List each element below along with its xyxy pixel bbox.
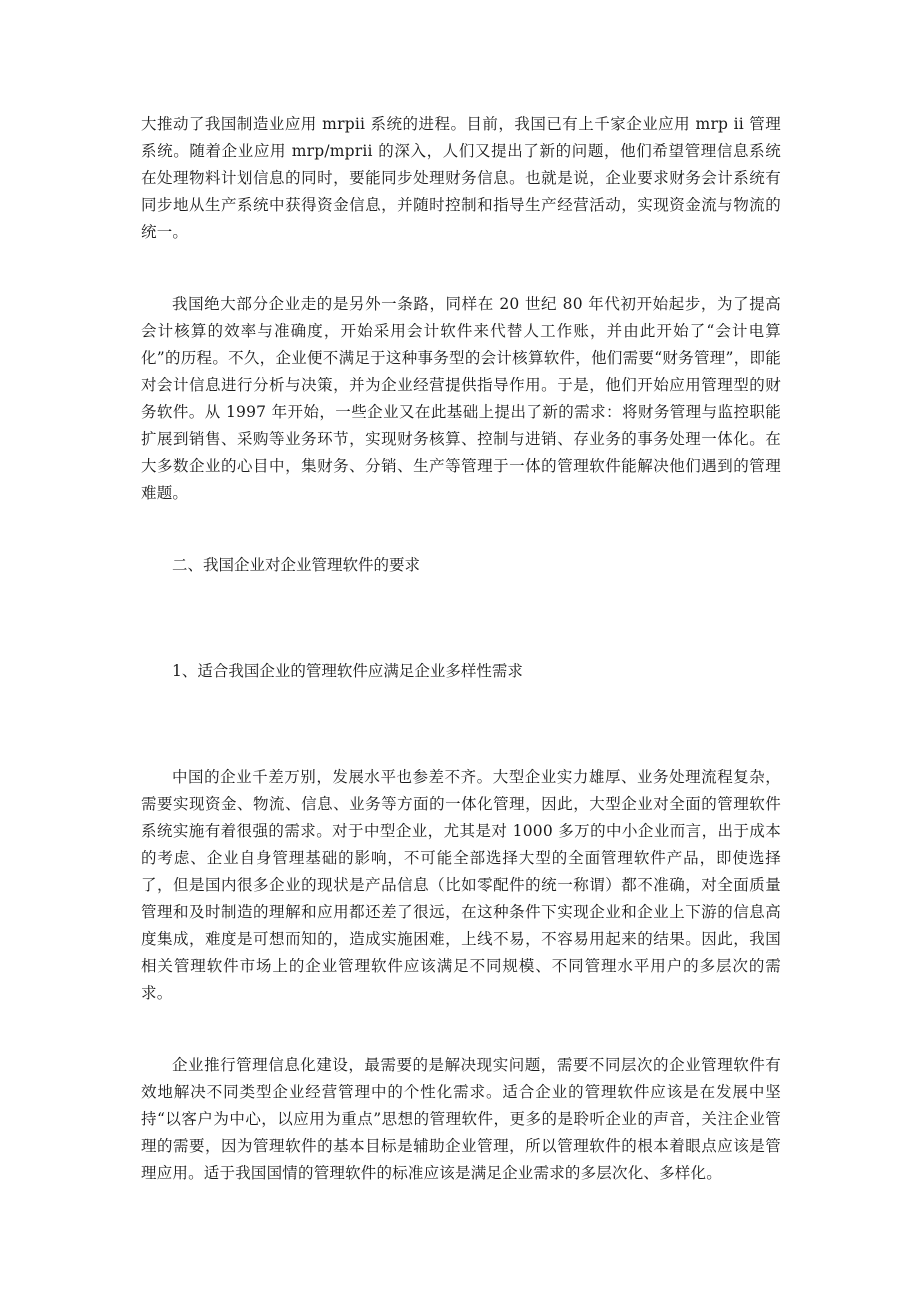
paragraph-management-informatization: 企业推行管理信息化建设，最需要的是解决现实问题，需要不同层次的企业管理软件有效地解决不同类型企业经营管理中的个性化需求。适合企业的管理软件应该是在发展中坚持“以客户为中心，以应用为重点”思想的管理软件，更多的是聆听企业的声音，关注企业管理的需要，因为管理软件的基本目标是辅助企业管理，所以管理软件的根本着眼点应该是管理应用。适于我国国情的管理软件的标准应该是满足企业需求的多层次化、多样化。 bbox=[141, 1056, 781, 1182]
paragraph-enterprise-diversity: 中国的企业千差万别，发展水平也参差不齐。大型企业实力雄厚、业务处理流程复杂，需要实现资金、物流、信息、业务等方面的一体化管理，因此，大型企业对全面的管理软件系统实施有着很强的需求。对于中型企业，尤其是对 1000 多万的中小企业而言，出于成本的考虑、企业自身管理基础的影响，不可能全部选择大型的全面管理软件产品，即使选择了，但是国内很多企业的现状是产品信息（比如零配件的统一称谓）都不准确，对全面质量管理和及时制造的理解和应用都还差了很远，在这种条件下实现企业和企业上下游的信息高度集成，难度是可想而知的，造成实施困难，上线不易，不容易用起来的结果。因此，我国相关管理软件市场上的企业管理软件应该满足不同规模、不同管理水平用户的多层次的需求。 bbox=[141, 768, 781, 1002]
paragraph-mrp-intro: 大推动了我国制造业应用 mrpii 系统的进程。目前，我国已有上千家企业应用 mrp ii 管理系统。随着企业应用 mrp/mprii 的深入，人们又提出了新的问题，他们希望管理信息系统在处理物料计划信息的同时，要能同步处理财务信息。也就是说，企业要求财务会计系统有同步地从生产系统中获得资金信息，并随时控制和指导生产经营活动，实现资金流与物流的统一。 bbox=[141, 115, 781, 241]
section-heading: 二、我国企业对企业管理软件的要求 bbox=[172, 556, 421, 574]
paragraph-accounting-history: 我国绝大部分企业走的是另外一条路，同样在 20 世纪 80 年代初开始起步，为了提高会计核算的效率与准确度，开始采用会计软件来代替人工作账，并由此开始了“会计电算化”的历程。不久，企业便不满足于这种事务型的会计核算软件，他们需要“财务管理”，即能对会计信息进行分析与决策，并为企业经营提供指导作用。于是，他们开始应用管理型的财务软件。从 1997 年开始，一些企业又在此基础上提出了新的需求：将财务管理与监控职能扩展到销售、采购等业务环节，实现财务核算、控制与进销、存业务的事务处理一体化。在大多数企业的心目中，集财务、分销、生产等管理于一体的管理软件能解决他们遇到的管理难题。 bbox=[141, 295, 781, 502]
subsection-heading: 1、适合我国企业的管理软件应满足企业多样性需求 bbox=[172, 662, 523, 680]
